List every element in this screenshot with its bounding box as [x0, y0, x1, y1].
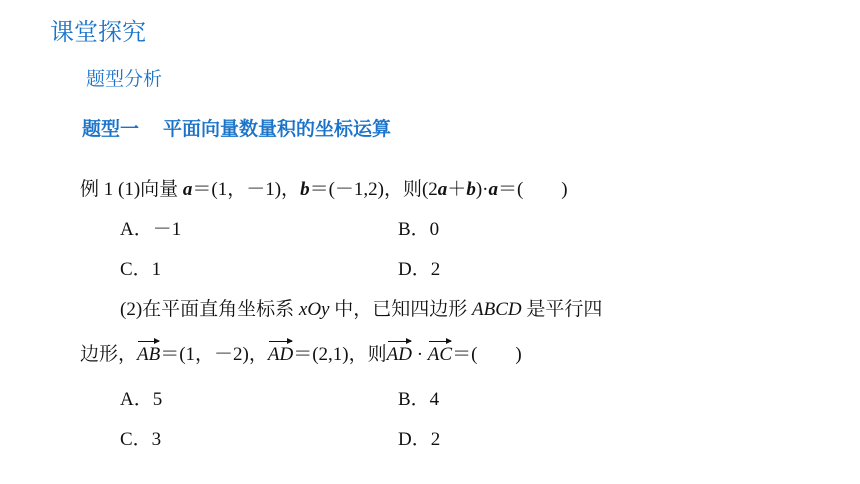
vector-ac: AC — [428, 338, 452, 366]
type-label: 题型一 — [82, 118, 140, 140]
section-title: 课堂探究 — [50, 18, 146, 46]
q1-lead: 例 1 (1)向量 — [80, 179, 183, 200]
q1-eq1: ＝(1，－1)， — [192, 179, 301, 200]
q2-tail1: 是平行四 — [521, 299, 603, 320]
q1-option-c[interactable]: C．1 — [120, 259, 162, 280]
vector-b: b — [300, 179, 310, 200]
type-text: 平面向量数量积的坐标运算 — [163, 118, 392, 140]
vector-a: a — [437, 179, 448, 200]
question-2-stem — [120, 294, 602, 321]
q1-option-b[interactable]: B．0 — [398, 219, 440, 240]
q1-eq2: ＝(－1,2)，则(2 — [309, 179, 438, 200]
q2-eq2: ＝(2,1)，则 — [293, 344, 387, 365]
q2-option-d[interactable]: D．2 — [398, 429, 441, 450]
vector-ad: AD — [268, 338, 293, 366]
q2-lead: (2)在平面直角坐标系 — [120, 299, 299, 320]
q2-mid: 中，已知四边形 — [329, 299, 473, 320]
question-2-continuation — [80, 338, 522, 366]
q1-dot: )· — [475, 179, 489, 200]
vector-ad: AD — [387, 338, 412, 366]
q2-cont: 边形， — [80, 344, 138, 365]
q2-option-a[interactable]: A．5 — [120, 389, 163, 410]
q2-eq1: ＝(1，－2)， — [160, 344, 268, 365]
q2-tail2: ＝( ) — [452, 344, 522, 365]
vector-a: a — [488, 179, 498, 200]
q1-option-d[interactable]: D．2 — [398, 259, 441, 280]
q2-option-c[interactable]: C．3 — [120, 429, 162, 450]
vector-ab: AB — [137, 338, 160, 366]
vector-b: b — [466, 179, 476, 200]
quadrilateral-name: ABCD — [472, 299, 522, 320]
q1-option-a[interactable]: A．－1 — [120, 219, 182, 240]
type-heading — [82, 114, 391, 141]
vector-a: a — [182, 179, 193, 200]
q2-option-b[interactable]: B．4 — [398, 389, 440, 410]
coord-system: xOy — [298, 299, 330, 320]
q2-dot: · — [411, 344, 428, 365]
q1-plus: ＋ — [447, 179, 467, 200]
section-subtitle: 题型分析 — [86, 68, 163, 90]
q1-tail: ＝( ) — [497, 179, 568, 200]
question-1-stem — [80, 174, 568, 201]
